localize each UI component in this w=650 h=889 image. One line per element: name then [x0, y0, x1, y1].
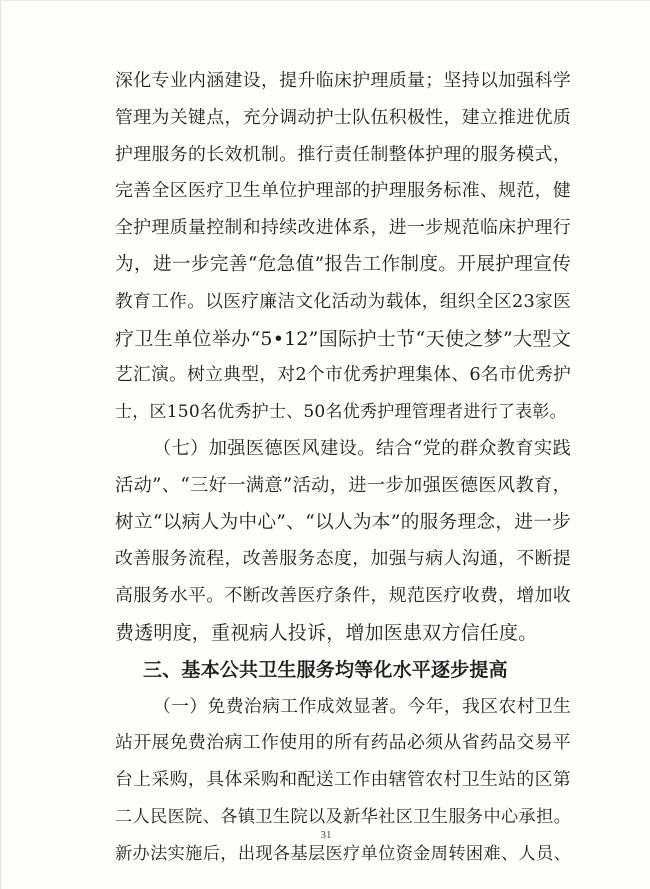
- paragraph-start-line: （一）免费治病工作成效显著。今年，我区农村卫生: [153, 695, 571, 717]
- page-number: 31: [320, 829, 332, 841]
- section-heading: 三、基本公共卫生服务均等化水平逐步提高: [143, 658, 508, 681]
- text-line: 护理服务的长效机制。推行责任制整体护理的服务模式，: [115, 143, 571, 165]
- text-line: 活动”、“三好一满意”活动，进一步加强医德医风教育，: [115, 474, 571, 496]
- text-line: 管理为关键点，充分调动护士队伍积极性，建立推进优质: [115, 106, 571, 128]
- text-line: 完善全区医疗卫生单位护理部的护理服务标准、规范，健: [115, 180, 571, 202]
- body-text: [115, 63, 571, 873]
- text-line: 树立“以病人为中心”、“以人为本”的服务理念，进一步: [115, 511, 571, 533]
- text-line: 新办法实施后，出现各基层医疗单位资金周转困难、人员、: [115, 843, 571, 864]
- text-line: 二人民医院、各镇卫生院以及新华社区卫生服务中心承担。: [115, 806, 571, 827]
- text-line: 站开展免费治病工作使用的所有药品必须从省药品交易平: [115, 732, 571, 754]
- text-line: 高服务水平。不断改善医疗条件，规范医疗收费，增加收: [115, 585, 571, 607]
- text-line: 台上采购，具体采购和配送工作由辖管农村卫生站的区第: [115, 769, 571, 791]
- text-line: 改善服务流程，改善服务态度，加强与病人沟通，不断提: [115, 548, 571, 570]
- paragraph-start-line: （七）加强医德医风建设。结合“党的群众教育实践: [153, 437, 571, 459]
- text-line: 教育工作。以医疗廉洁文化活动为载体，组织全区23家医: [115, 291, 571, 312]
- text-line: 艺汇演。树立典型，对2个市优秀护理集体、6名市优秀护: [115, 365, 571, 386]
- text-line: 费透明度，重视病人投诉，增加医患双方信任度。: [115, 621, 538, 644]
- text-line: 士，区150名优秀护士、50名优秀护理管理者进行了表彰。: [115, 402, 567, 423]
- text-line: 深化专业内涵建设，提升临床护理质量；坚持以加强科学: [115, 70, 571, 91]
- text-line: 为，进一步完善“危急值”报告工作制度。开展护理宣传: [115, 253, 571, 275]
- text-line: 疗卫生单位举办“5•12”国际护士节“天使之梦”大型文: [115, 327, 571, 350]
- text-line: 全护理质量控制和持续改进体系，进一步规范临床护理行: [115, 217, 571, 239]
